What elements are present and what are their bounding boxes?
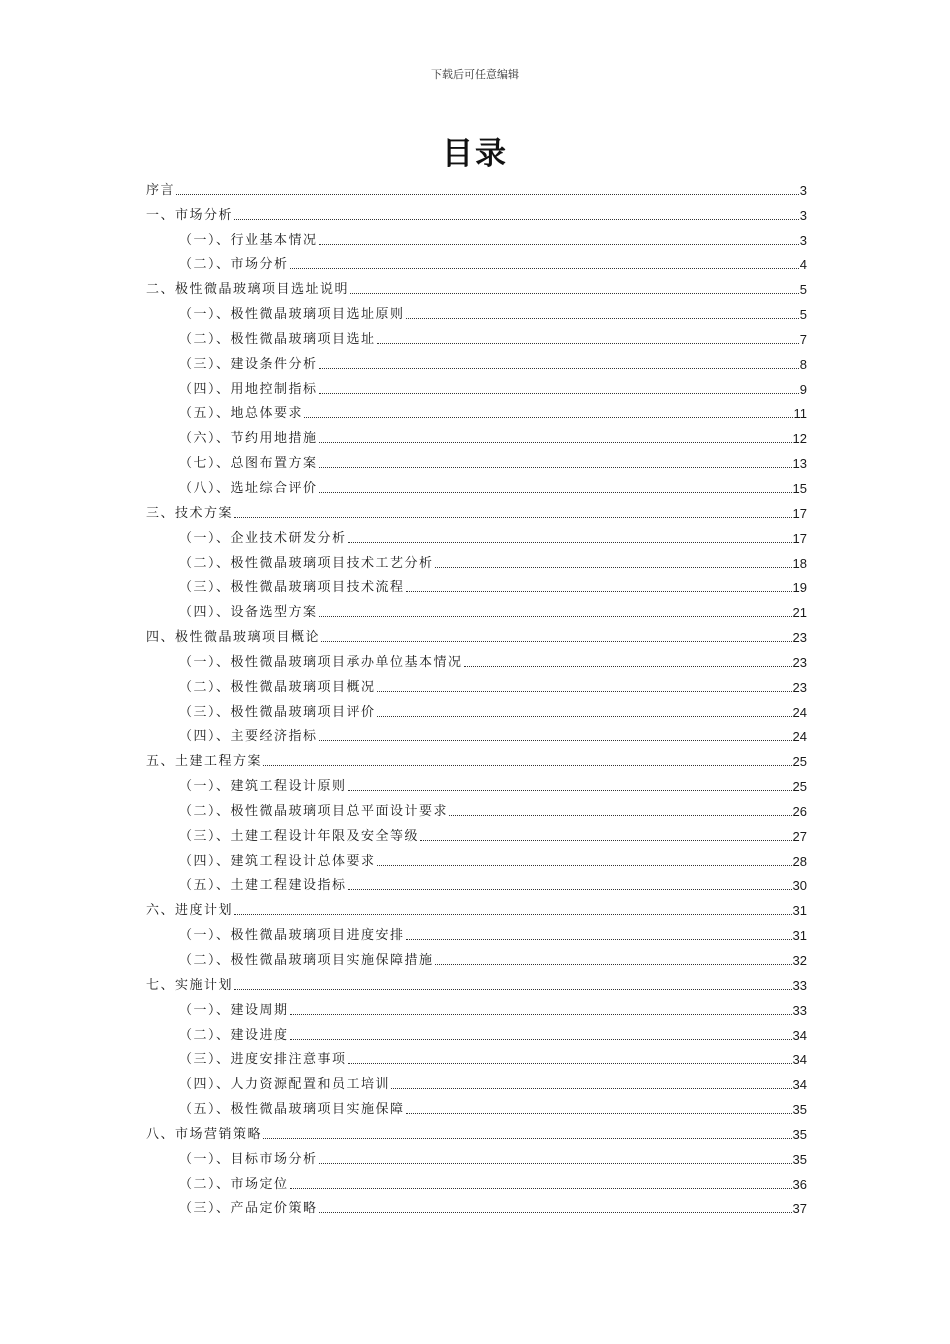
toc-entry[interactable] — [146, 969, 807, 994]
toc-entry[interactable] — [146, 721, 807, 746]
toc-title: 目录 — [442, 136, 508, 172]
toc-entry-page-number: 19 — [792, 580, 807, 596]
toc-entry-page-number: 23 — [792, 679, 807, 695]
toc-entry-label: 六、进度计划 — [146, 903, 234, 919]
dot-leader — [290, 1188, 792, 1189]
toc-entry[interactable] — [146, 298, 807, 323]
dot-leader — [377, 865, 792, 866]
toc-entry-label: （一）、行业基本情况 — [179, 232, 318, 248]
toc-entry-page-number: 4 — [799, 257, 807, 273]
toc-entry-page-number: 34 — [792, 1052, 807, 1068]
toc-entry-label: （一）、目标市场分析 — [179, 1151, 318, 1167]
toc-entry-label: （六）、节约用地措施 — [179, 431, 318, 447]
toc-entry[interactable] — [146, 994, 807, 1019]
dot-leader — [234, 914, 792, 915]
dot-leader — [348, 542, 792, 543]
toc-entry[interactable] — [146, 572, 807, 597]
dot-leader — [406, 1113, 792, 1114]
dot-leader — [420, 840, 792, 841]
toc-entry-label: （二）、建设进度 — [179, 1027, 289, 1043]
toc-entry-page-number: 8 — [799, 356, 807, 372]
dot-leader — [464, 666, 792, 667]
dot-leader — [406, 591, 792, 592]
dot-leader — [435, 567, 792, 568]
toc-entry-page-number: 32 — [792, 953, 807, 968]
toc-entry[interactable] — [146, 820, 807, 845]
toc-entry-page-number: 3 — [799, 232, 807, 248]
toc-entry-page-number: 36 — [792, 1176, 807, 1192]
toc-entry[interactable] — [146, 1019, 807, 1044]
toc-entry[interactable] — [146, 944, 807, 969]
toc-entry-label: （三）、极性微晶玻璃项目评价 — [179, 704, 376, 720]
toc-entry-page-number: 23 — [792, 654, 807, 670]
toc-entry-label: （七）、总图布置方案 — [179, 456, 318, 472]
toc-entry[interactable] — [146, 1093, 807, 1118]
toc-entry-page-number: 28 — [792, 853, 807, 869]
toc-entry-page-number: 5 — [799, 307, 807, 323]
toc-entry-page-number: 35 — [792, 1126, 807, 1142]
dot-leader — [377, 716, 792, 717]
toc-entry-page-number: 15 — [792, 480, 807, 496]
toc-entry-label: 八、市场营销策略 — [146, 1126, 263, 1142]
toc-entry-label: （三）、土建工程设计年限及安全等级 — [179, 828, 420, 844]
dot-leader — [377, 691, 792, 692]
toc-entry[interactable] — [146, 398, 807, 423]
dot-leader — [406, 939, 792, 940]
toc-entry[interactable] — [146, 323, 807, 348]
toc-entry-label: （三）、极性微晶玻璃项目技术流程 — [179, 580, 405, 596]
toc-entry-page-number: 3 — [799, 207, 807, 223]
toc-entry-page-number: 9 — [799, 381, 807, 397]
dot-leader — [391, 1088, 792, 1089]
toc-entry-label: （四）、设备选型方案 — [179, 605, 318, 621]
header-note: 下载后可任意编辑 — [431, 68, 519, 81]
toc-entry-page-number: 24 — [792, 729, 807, 745]
toc-entry-label: （二）、市场定位 — [179, 1176, 289, 1192]
dot-leader — [319, 467, 792, 468]
toc-entry[interactable] — [146, 1118, 807, 1143]
toc-entry-page-number: 23 — [792, 630, 807, 646]
toc-entry-label: （四）、人力资源配置和员工培训 — [179, 1077, 391, 1093]
dot-leader — [319, 492, 792, 493]
toc-entry-label: （三）、进度安排注意事项 — [179, 1052, 347, 1068]
dot-leader — [319, 244, 799, 245]
toc-entry-label: （四）、建筑工程设计总体要求 — [179, 853, 376, 869]
toc-entry-label: （二）、极性微晶玻璃项目技术工艺分析 — [179, 555, 434, 571]
toc-entry-page-number: 33 — [792, 977, 807, 993]
toc-entry-page-number: 21 — [792, 605, 807, 621]
dot-leader — [348, 889, 792, 890]
toc-entry[interactable] — [146, 870, 807, 895]
dot-leader — [304, 417, 792, 418]
toc-entry-label: （三）、建设条件分析 — [179, 356, 318, 372]
toc-entry-page-number: 18 — [792, 555, 807, 571]
toc-entry[interactable] — [146, 1143, 807, 1168]
toc-entry-label: （三）、产品定价策略 — [179, 1201, 318, 1217]
toc-entry[interactable] — [146, 472, 807, 497]
dot-leader — [290, 1039, 792, 1040]
toc-entry-page-number: 5 — [799, 282, 807, 298]
toc-entry-label: （一）、建筑工程设计原则 — [179, 779, 347, 795]
dot-leader — [319, 1163, 792, 1164]
dot-leader — [377, 343, 799, 344]
toc-entry-label: （一）、极性微晶玻璃项目承办单位基本情况 — [179, 654, 463, 670]
dot-leader — [234, 989, 792, 990]
toc-entry[interactable] — [146, 522, 807, 547]
toc-entry-page-number: 34 — [792, 1077, 807, 1093]
dot-leader — [348, 1063, 792, 1064]
toc-entry[interactable] — [146, 770, 807, 795]
toc-entry-label: （一）、极性微晶玻璃项目选址原则 — [179, 307, 405, 323]
toc-entry-label: （五）、地总体要求 — [179, 406, 304, 422]
dot-leader — [263, 1138, 792, 1139]
dot-leader — [319, 442, 792, 443]
toc-entry[interactable] — [146, 621, 807, 646]
toc-entry-label: （二）、极性微晶玻璃项目选址 — [179, 331, 376, 347]
toc-entry-page-number: 17 — [792, 530, 807, 546]
toc-entry-page-number: 34 — [792, 1027, 807, 1043]
toc-entry[interactable] — [146, 249, 807, 274]
dot-leader — [290, 268, 799, 269]
toc-entry-page-number: 35 — [792, 1151, 807, 1167]
toc-entry[interactable] — [146, 348, 807, 373]
toc-entry-page-number: 30 — [792, 878, 807, 894]
toc-entry[interactable] — [146, 894, 807, 919]
dot-leader — [319, 616, 792, 617]
dot-leader — [350, 293, 799, 294]
toc-entry[interactable] — [146, 596, 807, 621]
toc-entry[interactable] — [146, 497, 807, 522]
toc-entry-page-number: 31 — [792, 928, 807, 944]
toc-entry-label: （二）、极性微晶玻璃项目概况 — [179, 679, 376, 695]
dot-leader — [176, 194, 799, 195]
dot-leader — [319, 393, 799, 394]
toc-entry-label: 四、极性微晶玻璃项目概论 — [146, 630, 321, 646]
dot-leader — [234, 517, 792, 518]
toc-entry-page-number: 37 — [792, 1201, 807, 1217]
dot-leader — [348, 790, 792, 791]
toc-entry-label: （八）、选址综合评价 — [179, 480, 318, 496]
toc-entry-label: （一）、极性微晶玻璃项目进度安排 — [179, 928, 405, 944]
dot-leader — [435, 964, 792, 965]
toc-entry[interactable] — [146, 224, 807, 249]
dot-leader — [290, 1014, 792, 1015]
dot-leader — [319, 368, 799, 369]
toc-entry[interactable] — [146, 373, 807, 398]
dot-leader — [406, 318, 799, 319]
toc-entry[interactable] — [146, 745, 807, 770]
toc-entry[interactable] — [146, 646, 807, 671]
toc-entry-page-number: 24 — [792, 704, 807, 720]
toc-entry-page-number: 25 — [792, 754, 807, 770]
toc-entry-page-number: 35 — [792, 1102, 807, 1118]
toc-entry-page-number: 13 — [792, 456, 807, 472]
dot-leader — [321, 641, 792, 642]
toc-entry-label: （二）、市场分析 — [179, 257, 289, 273]
toc-entry[interactable] — [146, 1068, 807, 1093]
toc-entry[interactable] — [146, 1168, 807, 1193]
toc-entry-label: （四）、主要经济指标 — [179, 729, 318, 745]
toc-entry-label: 三、技术方案 — [146, 505, 234, 521]
toc-entry[interactable] — [146, 422, 807, 447]
dot-leader — [449, 815, 792, 816]
toc-entry[interactable] — [146, 1193, 807, 1218]
toc-entry-label: （一）、企业技术研发分析 — [179, 530, 347, 546]
toc-entry-page-number: 17 — [792, 505, 807, 521]
toc-entry[interactable] — [146, 447, 807, 472]
dot-leader — [263, 765, 792, 766]
toc-entry[interactable] — [146, 845, 807, 870]
toc-entry[interactable] — [146, 273, 807, 298]
toc-entry-label: 序言 — [146, 182, 176, 198]
toc-entry[interactable] — [146, 671, 807, 696]
toc-entry-page-number: 3 — [799, 182, 807, 198]
toc-entry[interactable] — [146, 174, 807, 199]
toc-entry-page-number: 12 — [792, 431, 807, 447]
dot-leader — [319, 740, 792, 741]
toc-entry[interactable] — [146, 547, 807, 572]
toc-entry[interactable] — [146, 795, 807, 820]
toc-entry-label: 二、极性微晶玻璃项目选址说明 — [146, 282, 350, 298]
toc-entry-label: （一）、建设周期 — [179, 1002, 289, 1018]
toc-entry[interactable] — [146, 199, 807, 224]
toc-entry-page-number: 11 — [793, 406, 807, 422]
toc-entry-page-number: 33 — [792, 1002, 807, 1018]
toc-entry[interactable] — [146, 1044, 807, 1069]
toc-entry-label: （二）、极性微晶玻璃项目总平面设计要求 — [179, 803, 449, 819]
toc-entry-page-number: 27 — [792, 828, 807, 844]
toc-entry-page-number: 31 — [792, 903, 807, 919]
dot-leader — [234, 219, 799, 220]
table-of-contents — [146, 174, 807, 1217]
toc-entry-label: （五）、极性微晶玻璃项目实施保障 — [179, 1102, 405, 1118]
toc-entry-label: （二）、极性微晶玻璃项目实施保障措施 — [179, 953, 434, 968]
toc-entry-label: （五）、土建工程建设指标 — [179, 878, 347, 894]
toc-entry[interactable] — [146, 696, 807, 721]
toc-entry-page-number: 26 — [792, 803, 807, 819]
toc-entry-page-number: 7 — [799, 331, 807, 347]
toc-entry-label: 七、实施计划 — [146, 977, 234, 993]
toc-entry[interactable] — [146, 919, 807, 944]
toc-entry-label: 一、市场分析 — [146, 207, 234, 223]
toc-entry-page-number: 25 — [792, 779, 807, 795]
toc-entry-label: 五、土建工程方案 — [146, 754, 263, 770]
dot-leader — [319, 1212, 792, 1213]
toc-entry-label: （四）、用地控制指标 — [179, 381, 318, 397]
